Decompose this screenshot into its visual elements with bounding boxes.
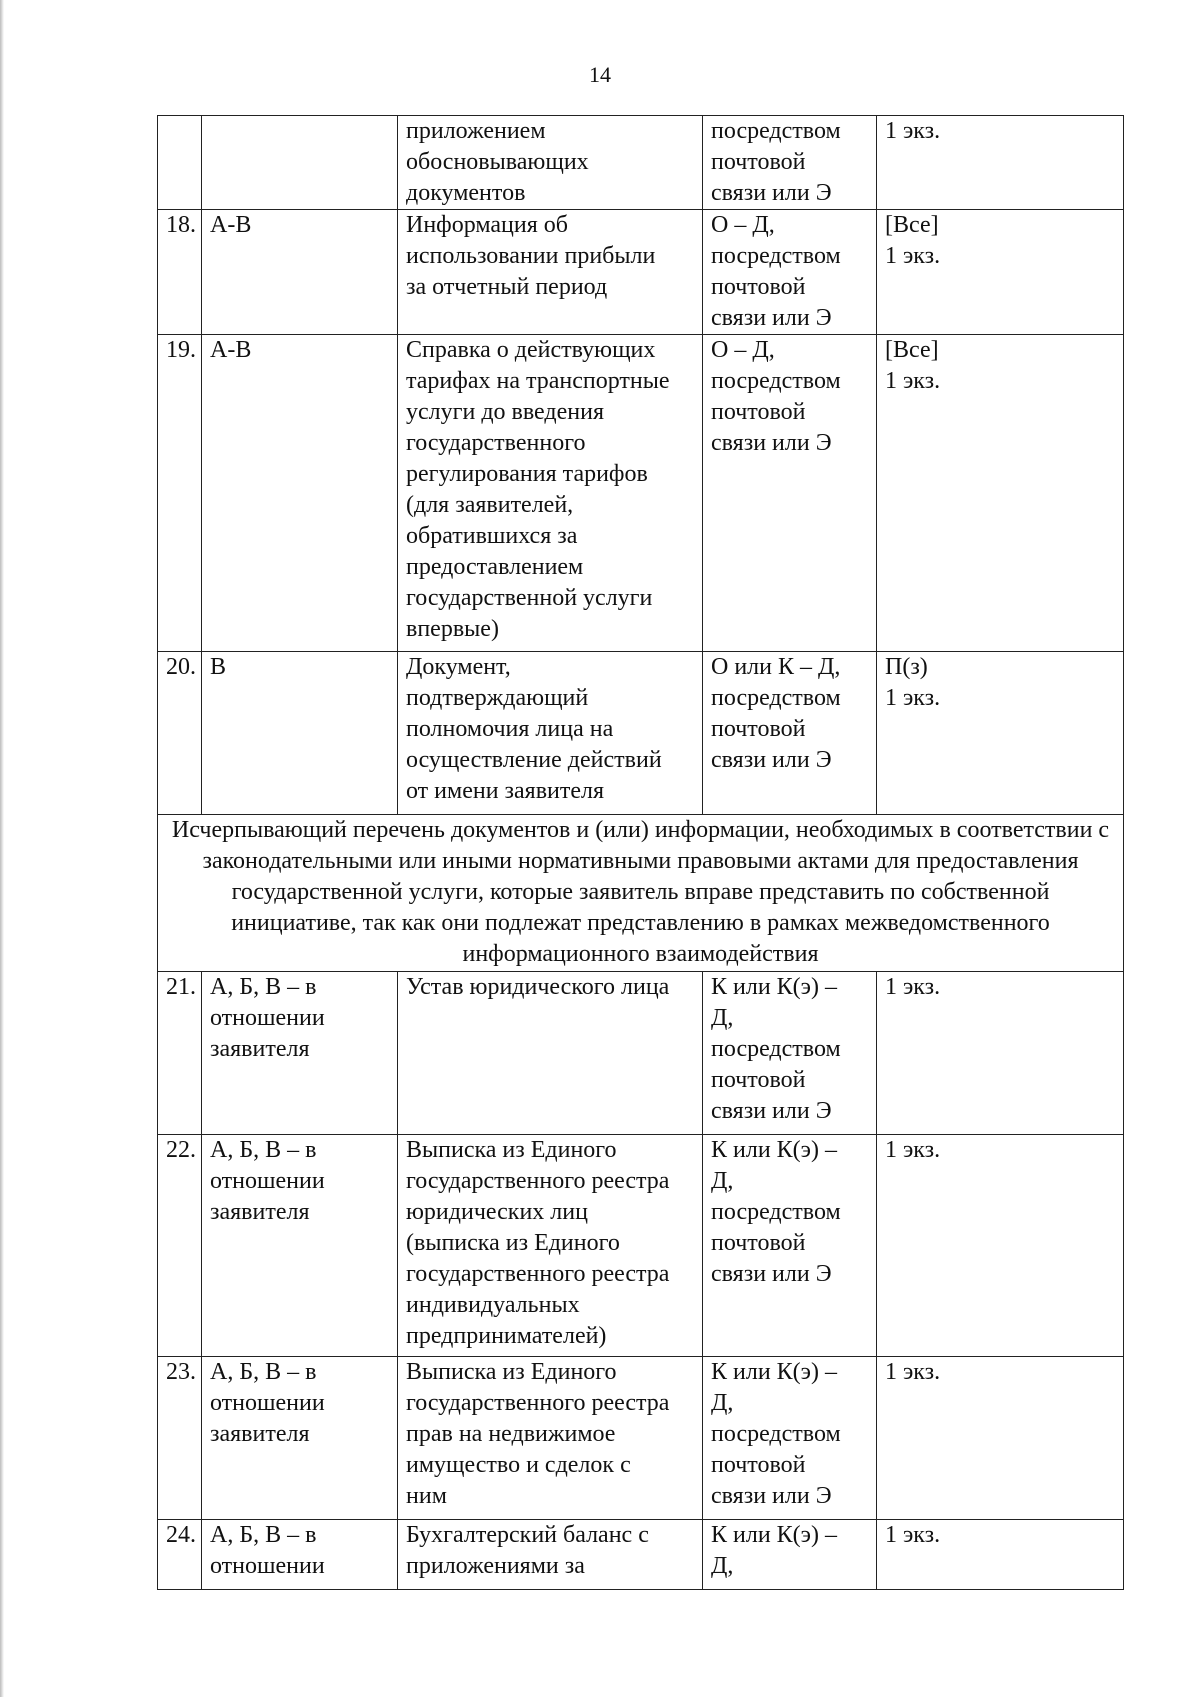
applicant-category: А, Б, В – в отношении заявителя — [202, 1135, 398, 1357]
copies: 1 экз. — [877, 1520, 1124, 1590]
submission-form: К или К(э) – Д, посредством почтовой связи или Э — [703, 972, 877, 1135]
table-row-20 — [158, 652, 1124, 815]
copies: 1 экз. — [877, 972, 1124, 1135]
document-name: Справка о действующих тарифах на транспортные услуги до введения государственного регулирования тарифов (для заявителей, обратившихся за предоставлением государственной услуги впервые) — [398, 335, 703, 652]
documents-table — [157, 115, 1124, 1590]
table-row-24 — [158, 1520, 1124, 1590]
submission-form: О или К – Д, посредством почтовой связи или Э — [703, 652, 877, 815]
applicant-category: А-В — [202, 335, 398, 652]
table-row-21 — [158, 972, 1124, 1135]
table-row-23 — [158, 1357, 1124, 1520]
applicant-category: А, Б, В – в отношении заявителя — [202, 1357, 398, 1520]
copies: 1 экз. — [877, 1135, 1124, 1357]
section-heading: Исчерпывающий перечень документов и (или) информации, необходимых в соответствии с законодательными или иными нормативными правовыми актами для предоставления государственной услуги, которые заявитель вправе представить по собственной инициативе, так как они подлежат представлению в рамках межведомственного информационного взаимодействия — [158, 815, 1124, 972]
row-number: 23. — [158, 1357, 202, 1520]
document-name: Выписка из Единого государственного реестра прав на недвижимое имущество и сделок с ним — [398, 1357, 703, 1520]
section-heading-row — [158, 815, 1124, 972]
document-name: Документ, подтверждающий полномочия лица на осуществление действий от имени заявителя — [398, 652, 703, 815]
applicant-category: А, Б, В – в отношении заявителя — [202, 972, 398, 1135]
table-row-19 — [158, 335, 1124, 652]
row-number: 24. — [158, 1520, 202, 1590]
row-number: 22. — [158, 1135, 202, 1357]
row-number: 19. — [158, 335, 202, 652]
row-number: 20. — [158, 652, 202, 815]
copies: [Все] 1 экз. — [877, 335, 1124, 652]
document-name: Устав юридического лица — [398, 972, 703, 1135]
copies: П(з) 1 экз. — [877, 652, 1124, 815]
applicant-category: А-В — [202, 210, 398, 335]
row-number — [158, 116, 202, 210]
table-row-22 — [158, 1135, 1124, 1357]
document-name: Бухгалтерский баланс с приложениями за — [398, 1520, 703, 1590]
table-row-18 — [158, 210, 1124, 335]
page-number: 14 — [589, 62, 611, 87]
submission-form: О – Д, посредством почтовой связи или Э — [703, 335, 877, 652]
applicant-category: В — [202, 652, 398, 815]
document-name: Информация об использовании прибыли за отчетный период — [398, 210, 703, 335]
submission-form: К или К(э) – Д, — [703, 1520, 877, 1590]
document-name: Выписка из Единого государственного реестра юридических лиц (выписка из Единого государственного реестра индивидуальных предпринимателей) — [398, 1135, 703, 1357]
row-number: 18. — [158, 210, 202, 335]
row-number: 21. — [158, 972, 202, 1135]
submission-form: К или К(э) – Д, посредством почтовой связи или Э — [703, 1357, 877, 1520]
document-name: приложением обосновывающих документов — [398, 116, 703, 210]
copies: 1 экз. — [877, 1357, 1124, 1520]
submission-form: К или К(э) – Д, посредством почтовой связи или Э — [703, 1135, 877, 1357]
copies: [Все] 1 экз. — [877, 210, 1124, 335]
scan-edge — [0, 0, 4, 1697]
submission-form: О – Д, посредством почтовой связи или Э — [703, 210, 877, 335]
applicant-category — [202, 116, 398, 210]
submission-form: посредством почтовой связи или Э — [703, 116, 877, 210]
copies: 1 экз. — [877, 116, 1124, 210]
table-row-continued — [158, 116, 1124, 210]
applicant-category: А, Б, В – в отношении — [202, 1520, 398, 1590]
